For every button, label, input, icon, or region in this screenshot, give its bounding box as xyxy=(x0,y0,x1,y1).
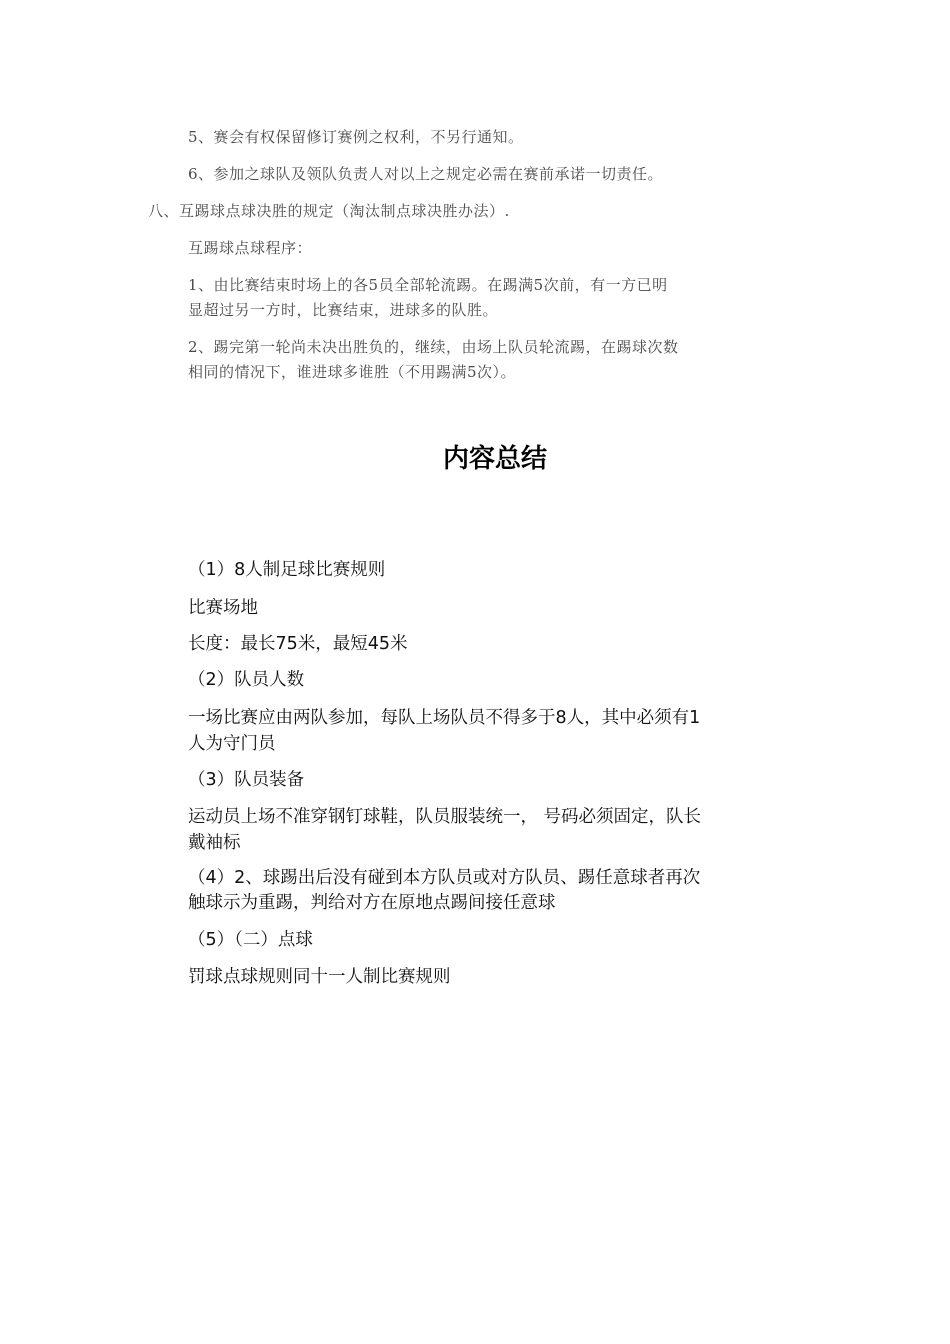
summary-line: （5）（二）点球 xyxy=(188,930,313,950)
procedure-label: 互踢球点球程序： xyxy=(188,239,313,257)
summary-line: 长度：最长75米，最短45米 xyxy=(188,634,408,654)
summary-line: 一场比赛应由两队参加，每队上场队员不得多于8人，其中必须有1 xyxy=(188,708,701,728)
summary-line: 戴袖标 xyxy=(188,833,241,853)
rule-item-6: 6、参加之球队及领队负责人对以上之规定必需在赛前承诺一切责任。 xyxy=(188,165,664,183)
step-2-line-2: 相同的情况下，谁进球多谁胜（不用踢满5次）。 xyxy=(188,363,517,381)
summary-line: 罚球点球规则同十一人制比赛规则 xyxy=(188,967,451,987)
summary-line: 人为守门员 xyxy=(188,734,276,754)
summary-line: （2）队员人数 xyxy=(188,670,305,690)
step-1-line-2: 显超过另一方时，比赛结束，进球多的队胜。 xyxy=(188,301,499,319)
summary-line: （3）队员装备 xyxy=(188,770,305,790)
summary-line: （1）8人制足球比赛规则 xyxy=(188,560,386,580)
summary-line: （4）2、球踢出后没有碰到本方队员或对方队员、踢任意球者再次 xyxy=(188,868,701,888)
step-1-line-1: 1、由比赛结束时场上的各5员全部轮流踢。在踢满5次前，有一方已明 xyxy=(188,276,668,294)
summary-title: 内容总结 xyxy=(442,444,547,474)
summary-line: 运动员上场不准穿钢钉球鞋，队员服装统一， 号码必须固定，队长 xyxy=(188,807,702,827)
summary-line: 触球示为重踢，判给对方在原地点踢间接任意球 xyxy=(188,893,556,913)
summary-line: 比赛场地 xyxy=(188,598,258,618)
rule-item-5: 5、赛会有权保留修订赛例之权利，不另行通知。 xyxy=(188,128,524,146)
step-2-line-1: 2、踢完第一轮尚未决出胜负的，继续，由场上队员轮流踢，在踢球次数 xyxy=(188,338,679,356)
section-8-heading: 八、互踢球点球决胜的规定（淘汰制点球决胜办法）. xyxy=(148,202,510,220)
